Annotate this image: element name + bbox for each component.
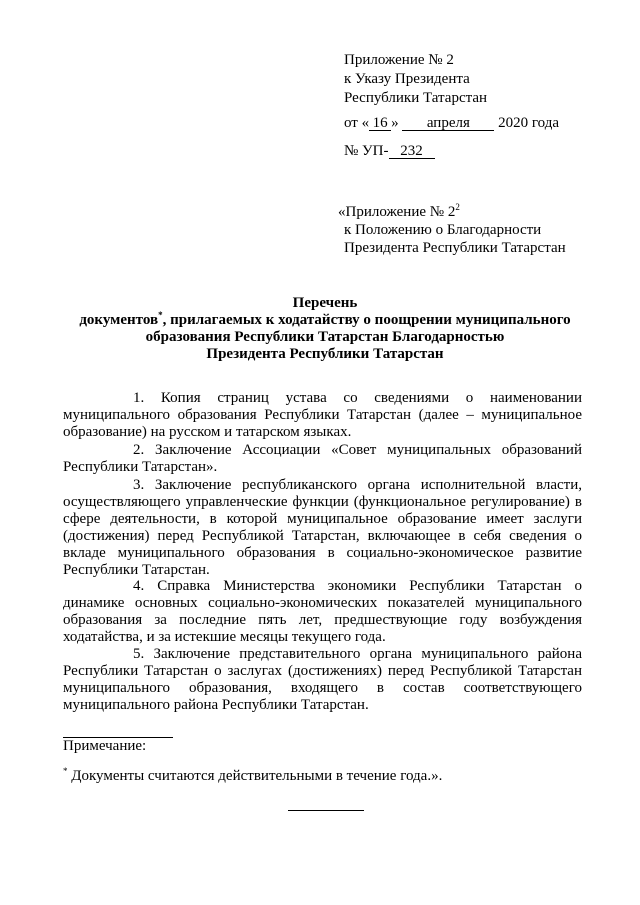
decree-date (344, 115, 559, 132)
title-footnote-mark: * (158, 310, 163, 320)
appendix-superscript: 2 (455, 202, 460, 212)
note-label: Примечание: (63, 738, 147, 754)
appendix-line-2: к Положению о Благодарности (344, 222, 542, 238)
end-separator (288, 810, 364, 811)
date-mid: » (391, 115, 399, 131)
list-item-4: 4. Справка Министерства экономики Республики Татарстан о динамике основных социально-экономических показателей муниципального образования за последние пять лет, предшествующие году возбуждения ходатайства, и за истекшие месяцы текущего года. (63, 578, 582, 645)
title-line-1: Перечень (292, 295, 358, 311)
title-line-4: Президента Республики Татарстан (206, 346, 444, 362)
appendix-line-3: Президента Республики Татарстан (344, 240, 566, 256)
date-day: 16 (369, 116, 391, 131)
date-year: 2020 года (498, 115, 559, 131)
decree-number (344, 143, 435, 160)
header-line-1: Приложение № 2 (344, 52, 454, 68)
date-prefix: от « (344, 115, 370, 131)
list-item-5: 5. Заключение представительного органа муниципального района Республики Татарстан о заслугах (достижениях) перед Республикой Татарстан муниципального образования, входящего в состав соответствующего муниципального района Республики Татарстан. (63, 646, 582, 713)
title-line-3: образования Республики Татарстан Благодарностью (145, 329, 505, 345)
note-footnote-mark: * (63, 766, 68, 776)
appendix-line-1: «Приложение № $2^2$ (338, 202, 460, 220)
header-line-2: к Указу Президента (344, 71, 470, 87)
date-month: апреля (402, 116, 494, 131)
list-item-3: 3. Заключение республиканского органа исполнительной власти, осуществляющего управленческие функции (функциональное регулирование) в сфере деятельности, в которой муниципальное образование имеет заслуги (достижения) перед Республикой Татарстан, включающее в себя сведения о вкладе муниципального образования в социально-экономическое развитие Республики Татарстан. (63, 477, 582, 578)
number-prefix: № УП- (344, 143, 389, 159)
note-text: * Документы считаются действительными в течение года.». (63, 766, 443, 784)
number-value: 232 (389, 144, 435, 159)
title-line-2: документов*, прилагаемых к ходатайству о поощрении муниципального (79, 310, 571, 328)
header-line-3: Республики Татарстан (344, 90, 488, 106)
list-item-1: 1. Копия страниц устава со сведениями о наименовании муниципального образования Республики Татарстан (далее – муниципальное образование) на русском и татарском языках. (63, 390, 582, 440)
list-item-2: 2. Заключение Ассоциации «Совет муниципальных образований Республики Татарстан». (63, 442, 582, 475)
